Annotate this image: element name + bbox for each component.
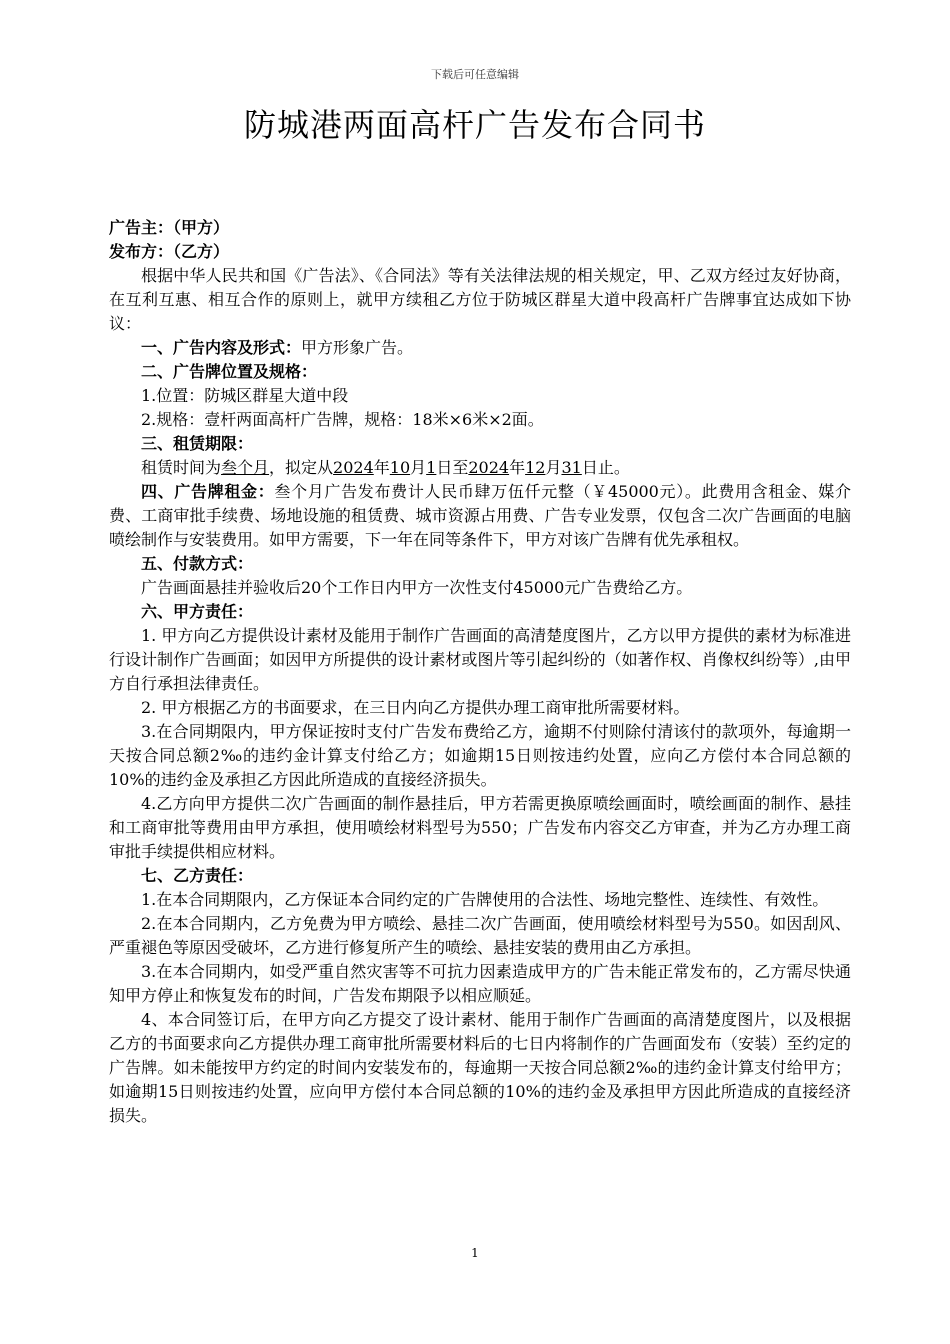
section-2-heading: 二、广告牌位置及规格： <box>141 362 318 381</box>
section-3-text <box>109 456 851 480</box>
section-7-item-2: 2.在本合同期内，乙方免费为甲方喷绘、悬挂二次广告画面，使用喷绘材料型号为550。如因刮风、严重褪色等原因受破坏，乙方进行修复所产生的喷绘、悬挂安装的费用由乙方承担。 <box>109 914 851 957</box>
section-4 <box>109 480 851 552</box>
lease-text: ，拟定从 <box>269 458 334 477</box>
section-5-heading: 五、付款方式： <box>141 554 254 573</box>
header-note: 下载后可任意编辑 <box>431 68 519 81</box>
start-day: 1 <box>426 458 437 477</box>
section-2-item-1: 1.位置：防城区群星大道中段 <box>141 386 349 405</box>
section-1-heading: 一、广告内容及形式： <box>141 338 302 357</box>
end-day: 31 <box>561 458 582 477</box>
section-6-item-2: 2. 甲方根据乙方的书面要求，在三日内向乙方提供办理工商审批所需要材料。 <box>141 698 690 717</box>
section-3-heading-line <box>109 432 851 456</box>
document-title: 防城港两面高杆广告发布合同书 <box>243 106 706 144</box>
lease-text: 月 <box>410 458 427 477</box>
end-month: 12 <box>525 458 546 477</box>
section-4-heading: 四、广告牌租金： <box>141 482 275 501</box>
page-number: 1 <box>471 1246 479 1260</box>
lease-text: 年 <box>373 458 390 477</box>
section-2-heading-line <box>109 360 851 384</box>
party-a-label: 广告主：（甲方） <box>109 218 230 237</box>
section-7-heading: 七、乙方责任： <box>141 866 254 885</box>
lease-text: 租赁时间为 <box>141 458 222 477</box>
section-7-item-1: 1.在本合同期限内，乙方保证本合同约定的广告牌使用的合法性、场地完整性、连续性、有效性。 <box>141 890 829 909</box>
contract-body <box>109 216 851 1128</box>
section-7-heading-line <box>109 864 851 888</box>
lease-text: 日止。 <box>581 458 630 477</box>
start-month: 10 <box>389 458 411 477</box>
section-6-item-1: 1. 甲方向乙方提供设计素材及能用于制作广告画面的高清楚度图片，乙方以甲方提供的素材为标准进行设计制作广告画面；如因甲方所提供的设计素材或图片等引起纠纷的（如著作权、肖像权纠纷等）,由甲方自行承担法律责任。 <box>109 626 851 693</box>
start-year: 2024 <box>333 458 374 477</box>
section-6-heading-line <box>109 600 851 624</box>
intro-paragraph: 根据中华人民共和国《广告法》、《合同法》等有关法律法规的相关规定，甲、乙双方经过友好协商，在互利互惠、相互合作的原则上，就甲方续租乙方位于防城区群星大道中段高杆广告牌事宜达成如下协议： <box>109 266 851 333</box>
lease-text: 日至 <box>436 458 469 477</box>
section-3-heading: 三、租赁期限： <box>141 434 254 453</box>
section-1-text: 甲方形象广告。 <box>301 338 414 357</box>
end-year: 2024 <box>468 458 510 477</box>
section-7-item-4: 4、本合同签订后，在甲方向乙方提交了设计素材、能用于制作广告画面的高清楚度图片，以及根据乙方的书面要求向乙方提供办理工商审批所需要材料后的七日内将制作的广告画面发布（安装）至约定的广告牌。如未能按甲方约定的时间内安装发布的，每逾期一天按合同总额2‰的违约金计算支付给甲方；如逾期15日则按违约处置，应向甲方偿付本合同总额的10%的违约金及承担甲方因此所造成的直接经济损失。 <box>109 1010 851 1125</box>
section-5-heading-line <box>109 552 851 576</box>
section-7-item-3: 3.在本合同期内，如受严重自然灾害等不可抗力因素造成甲方的广告未能正常发布的，乙方需尽快通知甲方停止和恢复发布的时间，广告发布期限予以相应顺延。 <box>109 962 851 1005</box>
section-4-text: 叁个月广告发布费计人民币肆万伍仟元整（￥45000元）。此费用含租金、媒介费、工商审批手续费、场地设施的租赁费、城市资源占用费、广告专业发票，仅包含二次广告画面的电脑喷绘制作与安装费用。如甲方需要，下一年在同等条件下，甲方对该广告牌有优先承租权。 <box>109 482 851 549</box>
section-1 <box>109 336 851 360</box>
lease-text: 月 <box>545 458 562 477</box>
section-6-heading: 六、甲方责任： <box>141 602 254 621</box>
lease-text: 年 <box>509 458 526 477</box>
section-5-text: 广告画面悬挂并验收后20个工作日内甲方一次性支付45000元广告费给乙方。 <box>141 578 693 597</box>
lease-period: 叁个月 <box>221 458 270 477</box>
party-b-label: 发布方：（乙方） <box>109 242 230 261</box>
section-6-item-4: 4.乙方向甲方提供二次广告画面的制作悬挂后，甲方若需更换原喷绘画面时，喷绘画面的制作、悬挂和工商审批等费用由甲方承担，使用喷绘材料型号为550；广告发布内容交乙方审查，并为乙方办理工商审批手续提供相应材料。 <box>109 794 851 861</box>
section-2-item-2: 2.规格：壹杆两面高杆广告牌，规格：18米×6米×2面。 <box>141 410 544 429</box>
section-6-item-3: 3.在合同期限内，甲方保证按时支付广告发布费给乙方，逾期不付则除付清该付的款项外，每逾期一天按合同总额2‰的违约金计算支付给乙方；如逾期15日则按违约处置，应向乙方偿付本合同总额的10%的违约金及承担乙方因此所造成的直接经济损失。 <box>109 722 851 789</box>
